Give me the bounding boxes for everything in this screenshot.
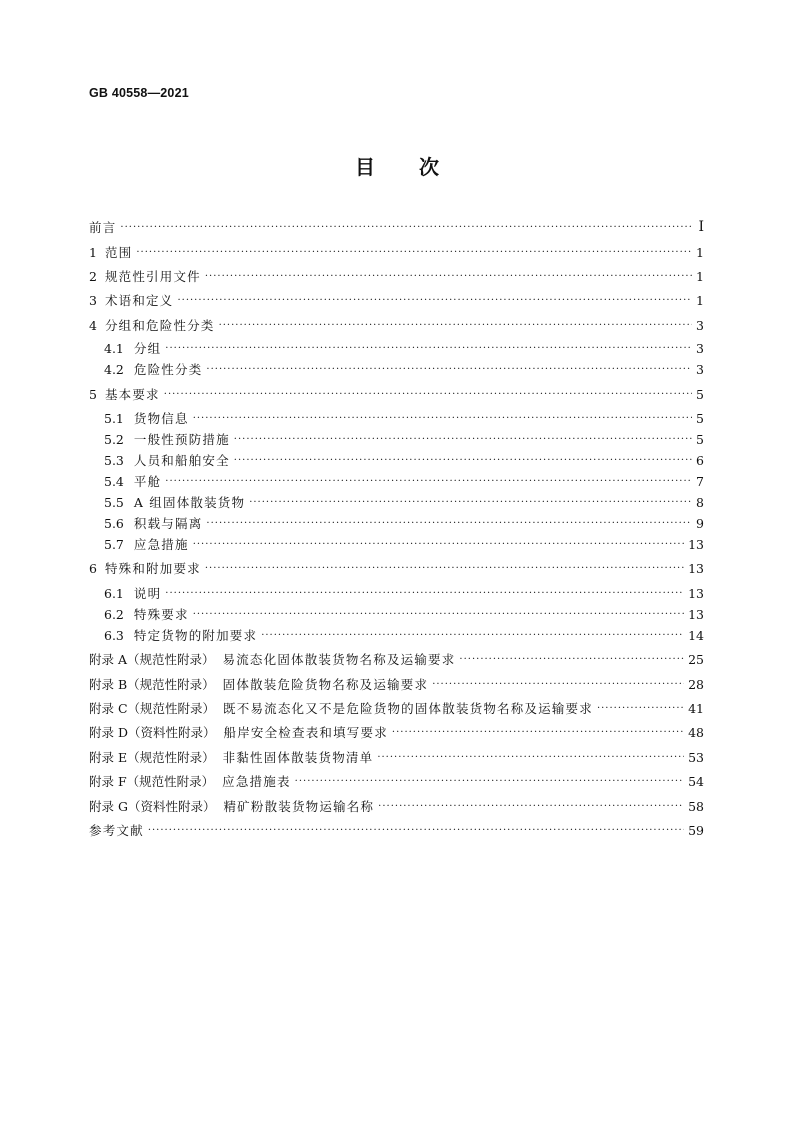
leader-dots <box>165 343 692 354</box>
toc-entry-5-2[interactable] <box>104 429 704 449</box>
toc-entry-label: 应急措施表 <box>222 774 291 789</box>
toc-entry-number: 附录 D（资料性附录） <box>89 725 216 740</box>
leader-dots <box>148 825 684 836</box>
toc-entry-page: 13 <box>688 536 704 552</box>
toc-entry-label: 积载与隔离 <box>133 516 203 531</box>
toc-entry-label: 平舱 <box>133 474 162 489</box>
leader-dots <box>392 727 684 738</box>
toc-entry-label: 既不易流态化又不是危险货物的固体散装货物名称及运输要求 <box>223 701 593 716</box>
toc-entry-label: 一般性预防措施 <box>133 432 230 447</box>
toc-entry-page: 1 <box>696 292 704 308</box>
toc-entry-5[interactable] <box>89 384 704 404</box>
leader-dots <box>206 364 692 375</box>
toc-entry-page: I <box>698 219 704 235</box>
leader-dots <box>377 752 684 763</box>
toc-entry-5-4[interactable] <box>104 471 704 491</box>
toc-entry-5-5[interactable] <box>104 492 704 512</box>
toc-entry-appendix-e[interactable] <box>89 747 704 767</box>
leader-dots <box>165 476 692 487</box>
toc-entry-label: 基本要求 <box>104 387 160 402</box>
toc-entry-number: 5.5 <box>104 494 124 510</box>
toc-entry-page: 54 <box>688 773 704 789</box>
toc-entry-2[interactable] <box>89 266 704 286</box>
toc-entry-label: 前言 <box>89 220 117 235</box>
toc-entry-4-1[interactable] <box>104 338 704 358</box>
toc-entry-number: 2 <box>89 268 97 284</box>
toc-entry-label: 固体散装危险货物名称及运输要求 <box>222 677 429 692</box>
toc-entry-page: 1 <box>696 268 704 284</box>
toc-entry-6-1[interactable] <box>104 583 704 603</box>
toc-entry-5-7[interactable] <box>104 534 704 554</box>
toc-entry-label: 货物信息 <box>133 411 189 426</box>
toc-entry-page: 13 <box>688 606 704 622</box>
leader-dots <box>193 413 692 424</box>
leader-dots <box>165 588 684 599</box>
toc-entry-number: 6.1 <box>104 585 124 601</box>
toc-entry-page: 8 <box>696 494 704 510</box>
leader-dots <box>205 271 692 282</box>
leader-dots <box>206 518 692 529</box>
toc-entry-label: 范围 <box>104 245 133 260</box>
toc-entry-page: 59 <box>688 822 704 838</box>
toc-entry-appendix-g[interactable] <box>89 796 704 816</box>
toc-entry-number: 5.4 <box>104 473 124 489</box>
toc-entry-5-1[interactable] <box>104 408 704 428</box>
leader-dots <box>295 776 684 787</box>
toc-entry-number: 附录 F（规范性附录） <box>89 774 215 789</box>
leader-dots <box>205 563 684 574</box>
toc-entry-number: 5.3 <box>104 452 124 468</box>
leader-dots <box>164 389 692 400</box>
document-code: GB 40558—2021 <box>89 86 189 100</box>
toc-entry-number: 6.3 <box>104 627 124 643</box>
leader-dots <box>378 801 684 812</box>
toc-entry-label: 规范性引用文件 <box>104 269 201 284</box>
toc-entry-number: 附录 C（规范性附录） <box>89 701 216 716</box>
toc-entry-appendix-f[interactable] <box>89 771 704 791</box>
toc-entry-page: 53 <box>688 749 704 765</box>
toc-entry-number: 4.1 <box>104 340 124 356</box>
toc-entry-number: 5 <box>89 386 97 402</box>
leader-dots <box>193 609 684 620</box>
toc-entry-4-2[interactable] <box>104 359 704 379</box>
toc-entry-label: 非黏性固体散装货物清单 <box>222 750 374 765</box>
toc-entry-5-3[interactable] <box>104 450 704 470</box>
leader-dots <box>136 247 692 258</box>
toc-entry-appendix-c[interactable] <box>89 698 704 718</box>
leader-dots <box>177 295 692 306</box>
toc-entry-1[interactable] <box>89 242 704 262</box>
toc-entry-3[interactable] <box>89 290 704 310</box>
leader-dots <box>261 630 684 641</box>
toc-entry-page: 28 <box>688 676 704 692</box>
toc-entry-label: 特殊和附加要求 <box>104 561 201 576</box>
toc-entry-number: 附录 G（资料性附录） <box>89 799 216 814</box>
toc-entry-page: 25 <box>688 651 704 667</box>
toc-entry-label: 危险性分类 <box>133 362 203 377</box>
toc-entry-number: 4 <box>89 317 97 333</box>
toc-entry-number: 1 <box>89 244 97 260</box>
toc-entry-label: 精矿粉散装货物运输名称 <box>223 799 375 814</box>
toc-entry-label: A 组固体散装货物 <box>133 495 246 510</box>
leader-dots <box>193 539 684 550</box>
toc-entry-page: 13 <box>688 585 704 601</box>
toc-entry-number: 4.2 <box>104 361 124 377</box>
toc-entry-label: 特殊要求 <box>133 607 189 622</box>
toc-entry-page: 13 <box>688 560 704 576</box>
toc-entry-page: 48 <box>688 724 704 740</box>
toc-entry-6-2[interactable] <box>104 604 704 624</box>
toc-entry-page: 58 <box>688 798 704 814</box>
toc-entry-page: 5 <box>696 410 704 426</box>
toc-entry-label: 特定货物的附加要求 <box>133 628 258 643</box>
title-part-1: 目 <box>355 155 375 179</box>
toc-entry-appendix-b[interactable] <box>89 674 704 694</box>
leader-dots <box>219 320 692 331</box>
toc-entry-page: 3 <box>696 317 704 333</box>
toc-entry-label: 船岸安全检查表和填写要求 <box>223 725 388 740</box>
toc-entry-label: 分组和危险性分类 <box>104 318 215 333</box>
toc-entry-foreword[interactable] <box>89 217 704 237</box>
toc-entry-page: 41 <box>688 700 704 716</box>
toc-entry-4[interactable] <box>89 315 704 335</box>
toc-entry-page: 6 <box>696 452 704 468</box>
leader-dots <box>249 497 692 508</box>
leader-dots <box>120 222 692 233</box>
toc-entry-appendix-a[interactable] <box>89 649 704 669</box>
toc-entry-number: 5.2 <box>104 431 124 447</box>
toc-entry-page: 7 <box>696 473 704 489</box>
toc-entry-page: 14 <box>688 627 704 643</box>
leader-dots <box>597 703 684 714</box>
toc-entry-label: 说明 <box>133 586 162 601</box>
toc-entry-number: 附录 A（规范性附录） <box>89 652 215 667</box>
toc-entry-6-3[interactable] <box>104 625 704 645</box>
toc-entry-label: 易流态化固体散装货物名称及运输要求 <box>222 652 456 667</box>
toc-entry-6[interactable] <box>89 558 704 578</box>
toc-entry-number: 附录 B（规范性附录） <box>89 677 215 692</box>
toc-entry-page: 3 <box>696 361 704 377</box>
toc-entry-label: 术语和定义 <box>104 293 174 308</box>
toc-entry-page: 3 <box>696 340 704 356</box>
toc-entry-number: 附录 E（规范性附录） <box>89 750 215 765</box>
toc-entry-references[interactable] <box>89 820 704 840</box>
title-part-2: 次 <box>419 155 439 179</box>
toc-entry-number: 5.7 <box>104 536 124 552</box>
toc-entry-number: 6 <box>89 560 97 576</box>
toc-entry-number: 3 <box>89 292 97 308</box>
toc-entry-number: 5.1 <box>104 410 124 426</box>
page-title <box>0 151 794 180</box>
toc-entry-number: 6.2 <box>104 606 124 622</box>
toc-entry-page: 5 <box>696 386 704 402</box>
toc-entry-page: 1 <box>696 244 704 260</box>
leader-dots <box>432 679 684 690</box>
leader-dots <box>234 434 692 445</box>
leader-dots <box>459 654 684 665</box>
toc-entry-number: 5.6 <box>104 515 124 531</box>
toc-entry-5-6[interactable] <box>104 513 704 533</box>
toc-entry-label: 分组 <box>133 341 162 356</box>
toc-entry-page: 9 <box>696 515 704 531</box>
toc-entry-label: 应急措施 <box>133 537 189 552</box>
toc-entry-page: 5 <box>696 431 704 447</box>
toc-entry-label: 人员和船舶安全 <box>133 453 230 468</box>
toc-entry-label: 参考文献 <box>89 823 144 838</box>
toc-entry-appendix-d[interactable] <box>89 722 704 742</box>
leader-dots <box>234 455 692 466</box>
